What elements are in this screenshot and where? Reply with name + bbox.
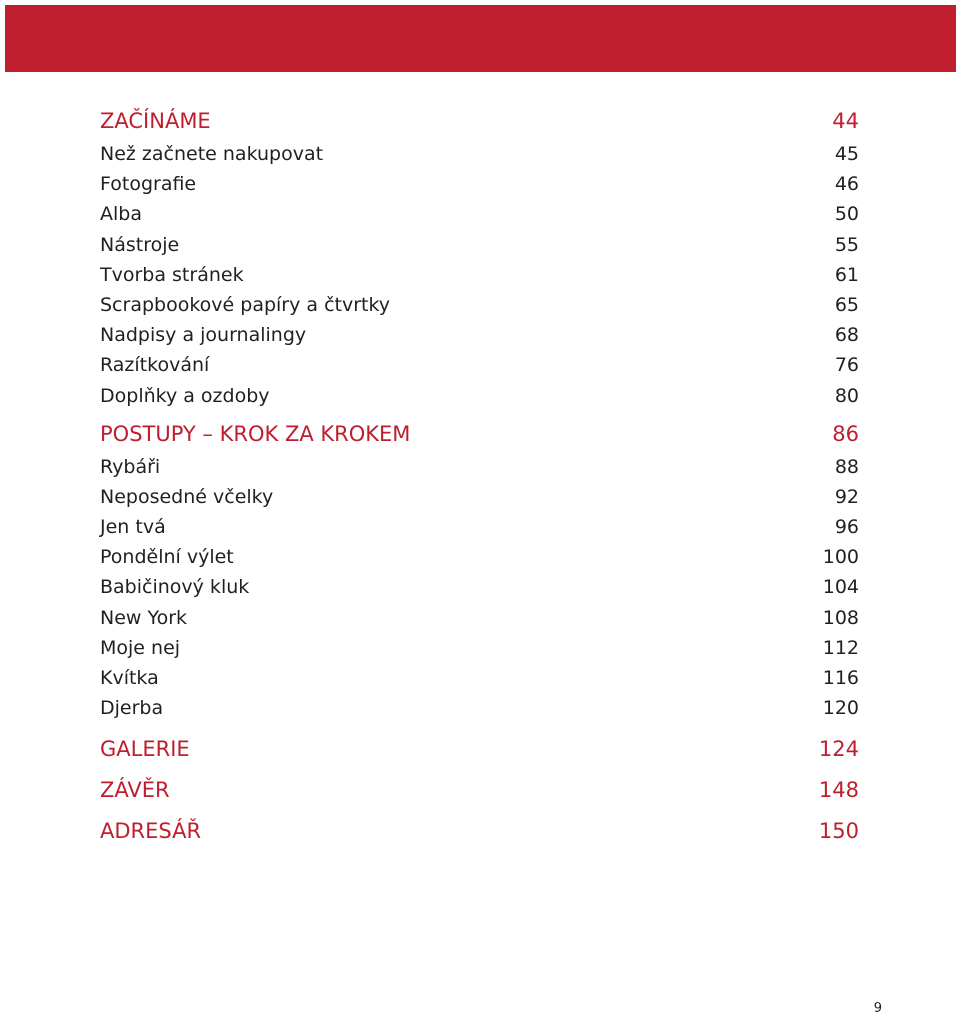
toc-entry-page: 50 [834, 203, 859, 226]
toc-entry-page: 150 [818, 819, 859, 844]
toc-entry-page: 86 [832, 421, 859, 446]
toc-entry-title: POSTUPY – KROK ZA KROKEM [100, 421, 411, 446]
toc-entry-title: Neposedné včelky [100, 485, 274, 508]
toc-entry-page: 76 [834, 354, 859, 377]
toc-entry-title: Djerba [100, 697, 164, 720]
toc-entry-title: Fotografie [100, 173, 197, 196]
table-of-contents [100, 104, 859, 852]
toc-entry-page: 44 [832, 109, 859, 133]
toc-entry-page: 108 [822, 606, 859, 629]
toc-section-row [100, 729, 859, 770]
toc-section-row [100, 811, 859, 852]
toc-row [100, 482, 859, 512]
toc-entry-title: Nadpisy a journalingy [100, 324, 307, 347]
toc-entry-page: 112 [822, 636, 859, 659]
toc-entry-page: 148 [818, 778, 859, 803]
toc-entry-title: ZAČÍNÁME [100, 109, 211, 133]
toc-section-row [100, 104, 859, 139]
toc-row [100, 290, 859, 320]
toc-entry-title: GALERIE [100, 737, 190, 762]
toc-section-row [100, 417, 859, 452]
toc-entry-page: 68 [834, 324, 859, 347]
toc-entry-title: Než začnete nakupovat [100, 143, 324, 165]
toc-row [100, 663, 859, 693]
toc-entry-title: Alba [100, 203, 142, 226]
toc-entry-title: Babičinový kluk [100, 576, 250, 599]
toc-entry-title: Doplňky a ozdoby [100, 384, 270, 407]
toc-entry-title: Kvítka [100, 667, 159, 689]
toc-entry-title: Rybáři [100, 455, 161, 478]
toc-entry-title: ADRESÁŘ [100, 819, 202, 844]
toc-row [100, 230, 859, 260]
toc-row [100, 633, 859, 663]
header-color-bar [5, 5, 956, 72]
toc-entry-title: Moje nej [100, 636, 181, 659]
toc-entry-title: Pondělní výlet [100, 546, 234, 569]
toc-row [100, 260, 859, 290]
toc-entry-title: Razítkování [100, 354, 210, 377]
toc-entry-title: Tvorba stránek [100, 263, 244, 286]
toc-row [100, 572, 859, 602]
toc-section-row [100, 770, 859, 811]
toc-entry-page: 88 [834, 455, 859, 478]
toc-row [100, 199, 859, 229]
toc-row [100, 542, 859, 572]
toc-entry-page: 46 [834, 173, 859, 196]
toc-entry-page: 61 [834, 263, 859, 286]
toc-entry-page: 80 [834, 384, 859, 407]
toc-row [100, 452, 859, 482]
toc-row [100, 381, 859, 411]
toc-row [100, 350, 859, 380]
toc-entry-title: New York [100, 606, 188, 629]
toc-row [100, 169, 859, 199]
toc-entry-page: 55 [834, 233, 859, 256]
toc-entry-page: 92 [834, 485, 859, 508]
toc-entry-page: 116 [822, 667, 859, 689]
toc-entry-title: Nástroje [100, 233, 180, 256]
toc-entry-page: 104 [822, 576, 859, 599]
toc-row [100, 603, 859, 633]
toc-row [100, 139, 859, 169]
toc-entry-page: 96 [834, 516, 859, 539]
toc-entry-page: 100 [822, 546, 859, 569]
page-number: 9 [873, 1001, 882, 1016]
toc-entry-title: Scrapbookové papíry a čtvrtky [100, 293, 391, 316]
toc-entry-page: 65 [834, 293, 859, 316]
toc-row [100, 693, 859, 723]
toc-row [100, 512, 859, 542]
toc-row [100, 320, 859, 350]
toc-entry-page: 45 [834, 143, 859, 165]
toc-entry-page: 124 [818, 737, 859, 762]
toc-entry-title: Jen tvá [100, 516, 166, 539]
toc-entry-title: ZÁVĚR [100, 778, 170, 803]
toc-entry-page: 120 [822, 697, 859, 720]
